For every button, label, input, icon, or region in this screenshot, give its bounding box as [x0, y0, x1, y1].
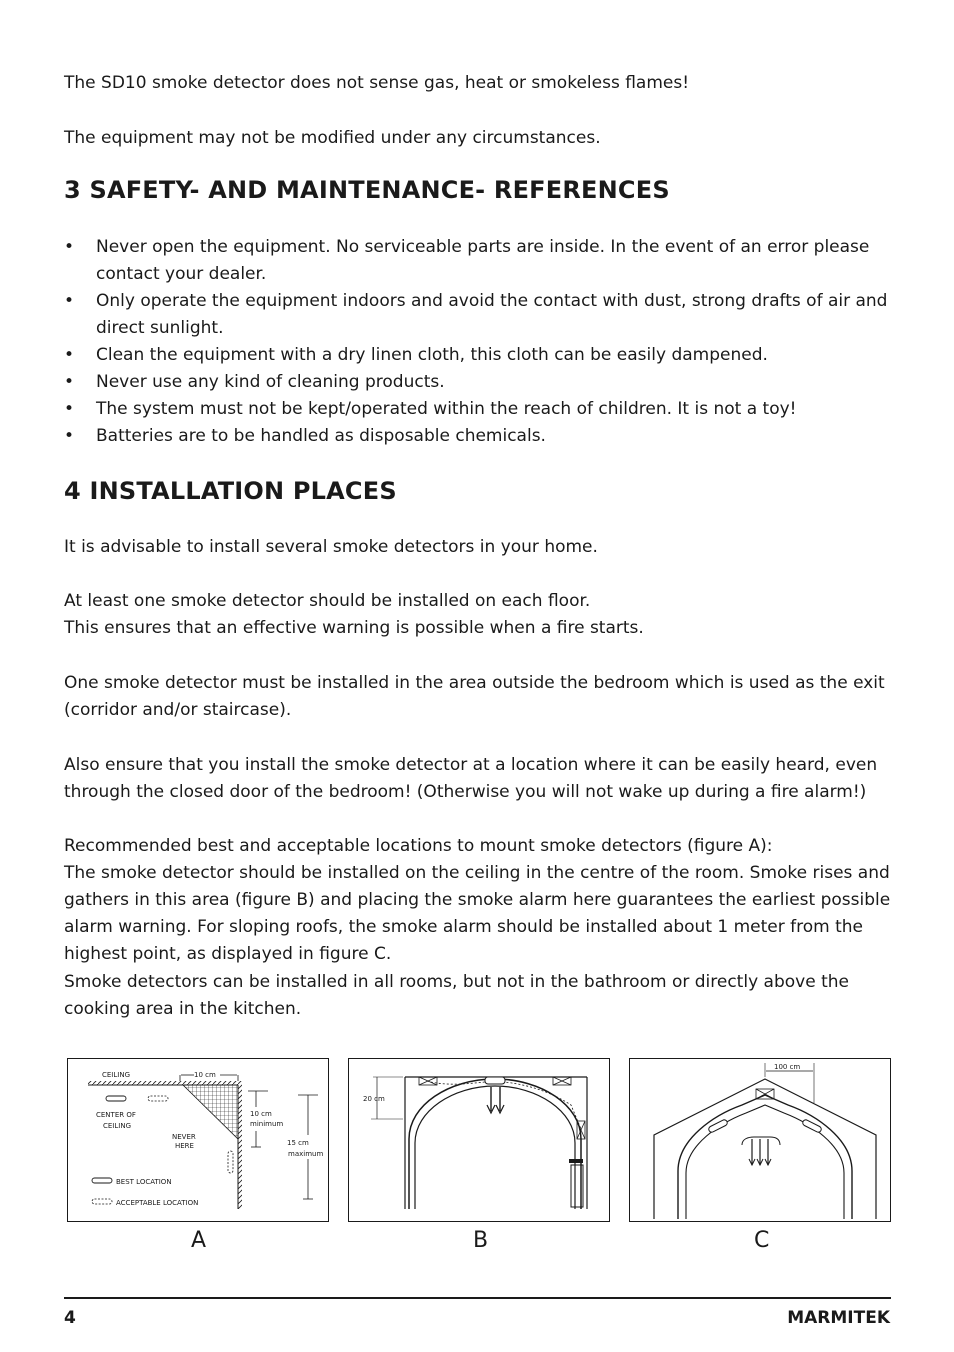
center-label-1: CENTER OF: [96, 1111, 136, 1119]
max-label-1: 15 cm: [287, 1139, 309, 1147]
bad-location-cross-apex: [756, 1089, 774, 1099]
figure-c-diagram: [630, 1059, 892, 1223]
wall-hatch: [238, 1081, 242, 1209]
paragraph-each-floor: At least one smoke detector should be installed on each floor.: [64, 591, 591, 611]
min-label-1: 10 cm: [250, 1110, 272, 1118]
legend-best-label: BEST LOCATION: [116, 1178, 172, 1186]
bullet-item: • Never use any kind of cleaning products.: [64, 369, 894, 396]
page-number: 4: [64, 1308, 76, 1328]
never-label-1: NEVER: [172, 1133, 196, 1141]
intro-line-2: The equipment may not be modified under any circumstances.: [64, 128, 601, 148]
figure-a: [67, 1058, 329, 1222]
smoke-flow-inner: [415, 1086, 575, 1209]
smoke-flow-outer: [409, 1079, 581, 1209]
max-label-2: maximum: [288, 1150, 324, 1158]
paragraph-ceiling-centre: The smoke detector should be installed on the ceiling in the centre of the room. Smoke rises and gathers in this area (figure B) and placing the smoke alarm here guarantees the earliest possible alarm warning. For sloping roofs, the smoke alarm should be installed about 1 meter from the highest point, as displayed in figure C.: [64, 863, 891, 964]
figure-b-caption: B: [473, 1228, 489, 1253]
legend-best-marker: [92, 1178, 112, 1183]
intro-line-1: The SD10 smoke detector does not sense gas, heat or smokeless flames!: [64, 73, 690, 93]
bullet-item: • Only operate the equipment indoors and avoid the contact with dust, strong drafts of air and direct sunlight.: [64, 288, 894, 342]
never-label-2: HERE: [175, 1142, 194, 1150]
acceptable-location-marker: [148, 1096, 168, 1101]
safety-bullet-list: [64, 234, 894, 450]
paragraph-recommended: Recommended best and acceptable locations to mount smoke detectors (figure A):: [64, 836, 773, 856]
paragraph-easily-heard: Also ensure that you install the smoke detector at a location where it can be easily heard, even through the closed door of the bedroom! (Otherwise you will not wake up during a fire alarm!): [64, 755, 878, 802]
paragraph-outside-bedroom: One smoke detector must be installed in the area outside the bedroom which is used as the exit (corridor and/or staircase).: [64, 673, 885, 720]
center-label-2: CEILING: [103, 1122, 131, 1130]
figure-c: [629, 1058, 891, 1222]
dim-100cm: 100 cm: [774, 1063, 801, 1071]
figure-a-caption: A: [191, 1228, 207, 1253]
figure-a-diagram: [68, 1059, 330, 1223]
bullet-item: • Clean the equipment with a dry linen cloth, this cloth can be easily dampened.: [64, 342, 894, 369]
bad-location-cross-right: [553, 1077, 571, 1085]
section-3-heading: 3 SAFETY- AND MAINTENANCE- REFERENCES: [64, 176, 670, 204]
section-4-heading: 4 INSTALLATION PLACES: [64, 477, 397, 505]
paragraph-several-detectors: It is advisable to install several smoke detectors in your home.: [64, 537, 598, 557]
bullet-item: • The system must not be kept/operated within the reach of children. It is not a toy!: [64, 396, 894, 423]
min-label-2: minimum: [250, 1120, 284, 1128]
legend-acceptable-label: ACCEPTABLE LOCATION: [116, 1199, 199, 1207]
brand-name: MARMITEK: [787, 1308, 890, 1328]
paragraph-effective-warning: This ensures that an effective warning is possible when a fire starts.: [64, 618, 644, 638]
dim-10cm-top: 10 cm: [194, 1071, 216, 1079]
ceiling-hatch: [88, 1081, 238, 1085]
ceiling-detector: [485, 1077, 505, 1084]
bullet-item: • Never open the equipment. No serviceable parts are inside. In the event of an error please contact your dealer.: [64, 234, 894, 288]
figure-b: [348, 1058, 610, 1222]
figure-b-diagram: [349, 1059, 611, 1223]
smoke-flow-outer: [678, 1095, 852, 1219]
best-location-marker: [106, 1096, 126, 1101]
dim-20cm: 20 cm: [363, 1095, 385, 1103]
wall-acceptable-marker: [228, 1151, 233, 1173]
paragraph-all-rooms: Smoke detectors can be installed in all rooms, but not in the bathroom or directly above the cooking area in the kitchen.: [64, 972, 849, 1019]
never-here-zone: [183, 1085, 238, 1139]
legend-acceptable-marker: [92, 1199, 112, 1204]
ceiling-label: CEILING: [102, 1071, 130, 1079]
footer-rule: [64, 1297, 891, 1299]
figure-c-caption: C: [754, 1228, 770, 1253]
roof-outline: [654, 1079, 876, 1219]
bad-location-cross-left: [419, 1077, 437, 1085]
bullet-item: • Batteries are to be handled as disposable chemicals.: [64, 423, 894, 450]
